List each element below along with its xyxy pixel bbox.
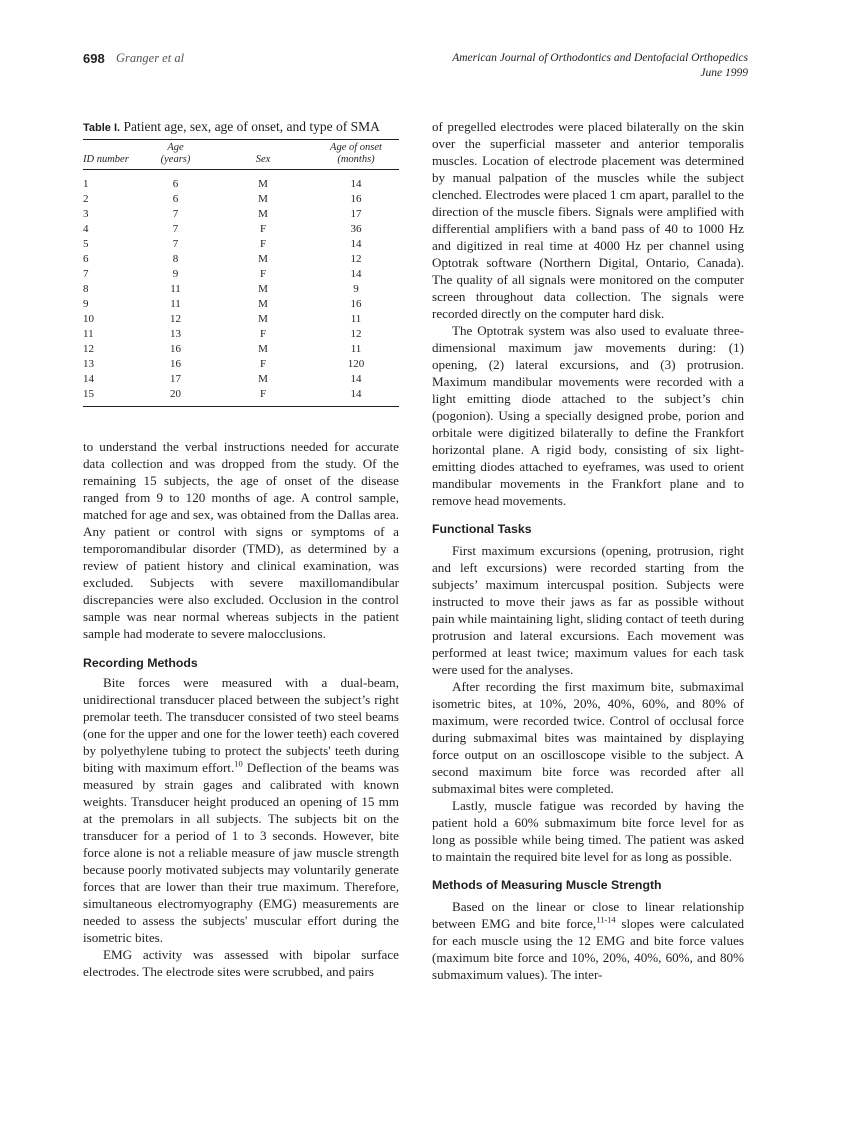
table-row [83, 342, 399, 357]
cell-onset: 14 [350, 238, 362, 250]
cell-age: 16 [170, 358, 181, 370]
running-header [83, 50, 748, 84]
cell-id: 5 [83, 238, 89, 250]
paragraph-submaximal: After recording the first maximum bite, submaximal isometric bites, at 10%, 20%, 40%, 60%, and 80% of maximum, were recorded twice. Control of occlusal force during submaximal bites was maintained by displaying force output on an oscilloscope visible to the subject. A second maximum bite force was recorded after all submaximal bites were completed. [432, 679, 744, 796]
page-number: 698 [83, 51, 105, 66]
paragraph-bite-forces: Bite forces were measured with a dual-beam, unidirectional transducer placed between the subject’s right premolar teeth. The transducer consisted of two steel beams (one for the upper and one for the lower teeth) each covered by polyethylene tubing to protect the subjects' teeth during biting with maximum effort.$^{10}$ Deflection of the beams was measured by strain gages and calibrated with known weights. Transducer height produced an opening of 15 mm at the premolars in all subjects. The subjects bit on the transducer for a period of 1 to 3 seconds. However, bite force alone is not a reliable measure of jaw muscle strength because poorly motivated subjects may voluntarily generate forces that are lower than their true maximum. Therefore, simultaneous electromyography (EMG) measurements are needed to assess the subjects' muscular effort during the isometric bites. [83, 675, 400, 945]
cell-sex: M [258, 193, 268, 205]
cell-age: 7 [172, 238, 179, 250]
cell-sex: F [259, 328, 267, 340]
cell-age: 11 [170, 283, 181, 295]
cell-sex: F [259, 223, 267, 235]
cell-sex: M [258, 283, 268, 295]
cell-sex: M [258, 208, 268, 220]
table-label: Table I. [83, 122, 121, 134]
cell-sex: F [259, 238, 267, 250]
cell-id: 14 [83, 373, 94, 385]
cell-onset: 11 [350, 343, 362, 355]
cell-id: 2 [83, 193, 89, 205]
cell-id: 11 [83, 328, 94, 340]
table-bottom-rule [83, 406, 399, 407]
journal-name: American Journal of Orthodontics and Dentofacial Orthopedics [452, 52, 748, 64]
running-author: Granger et al [116, 51, 185, 65]
col-onset-header: Age of onset (months) [330, 142, 382, 165]
cell-sex: M [258, 298, 268, 310]
table-row [83, 237, 399, 252]
cell-id: 8 [83, 283, 89, 295]
cell-sex: F [259, 358, 267, 370]
table-row [83, 372, 399, 387]
citation-ref: 11-14 [596, 914, 616, 925]
cell-onset: 9 [353, 283, 359, 295]
cell-id: 6 [83, 253, 89, 265]
col-sex-header: Sex [255, 154, 271, 165]
paragraph-electrodes: of pregelled electrodes were placed bilaterally on the skin over the superficial masseter and anterior temporalis muscles. Location of electrode placement was determined by manual palpation of the muscles while the subject clenched. Electrodes were placed 1 cm apart, parallel to the direction of the muscle fibers. Signals were amplified with differential amplifiers with a band pass of 40 to 1000 Hz and digitized in real time at 4000 Hz per channel using Optotrak software (Northern Digital, Ontario, Canada). The quality of all signals were monitored on the computer screen throughout data collection. The signals were recorded directly on the computer hard disk. [432, 119, 744, 321]
table-row [83, 222, 399, 237]
table-row [83, 297, 399, 312]
heading-functional-tasks: Functional Tasks [432, 522, 532, 536]
table-caption [83, 119, 399, 135]
table-row [83, 387, 399, 402]
table-row [83, 192, 399, 207]
cell-sex: M [258, 343, 268, 355]
table-row [83, 357, 399, 372]
cell-age: 7 [172, 223, 179, 235]
col-age-header: Age (years) [160, 142, 191, 165]
table-row [83, 282, 399, 297]
cell-id: 4 [83, 223, 89, 235]
cell-sex: M [258, 313, 268, 325]
cell-sex: M [258, 373, 268, 385]
right-column [432, 118, 744, 983]
cell-sex: F [259, 388, 267, 400]
cell-id: 9 [83, 298, 89, 310]
cell-age: 20 [170, 388, 181, 400]
paragraph-emg: EMG activity was assessed with bipolar surface electrodes. The electrode sites were scrubbed, and pairs [83, 947, 399, 979]
paragraph-fatigue: Lastly, muscle fatigue was recorded by having the patient hold a 60% submaximum bite force level for as long as possible while being timed. The patient was asked to maintain the required bite level for as long as possible. [432, 798, 744, 864]
cell-onset: 17 [350, 208, 362, 220]
table-row [83, 252, 399, 267]
cell-age: 7 [172, 208, 179, 220]
table-row [83, 170, 399, 192]
paragraph-subjects: to understand the verbal instructions needed for accurate data collection and was dropped from the study. Of the remaining 15 subjects, the age of onset of the disease ranged from 9 to 120 months of age. A control sample, matched for age and sex, was obtained from the Dallas area. Any patient or control with signs or symptoms of a temporomandibular disorder (TMD), as determined by a review of patient history and clinical examination, was excluded. Subjects with severe maxillomandibular discrepancies were also excluded. Occlusion in the control sample was near normal whereas subjects in the patient sample had moderate to severe malocclusions. [83, 439, 399, 641]
patient-table [83, 140, 399, 402]
left-column [83, 438, 399, 980]
table-body [83, 170, 399, 402]
table-1 [83, 119, 399, 407]
table-row [83, 207, 399, 222]
journal-date: June 1999 [700, 67, 748, 79]
cell-age: 17 [170, 373, 181, 385]
cell-onset: 14 [350, 178, 362, 190]
journal-title [452, 51, 748, 81]
cell-onset: 12 [350, 328, 362, 340]
cell-age: 16 [170, 343, 181, 355]
cell-onset: 120 [347, 358, 365, 370]
cell-id: 3 [83, 208, 89, 220]
table-header-row [83, 140, 399, 170]
cell-onset: 14 [350, 373, 362, 385]
col-id-header: ID number [83, 154, 129, 165]
cell-onset: 14 [350, 388, 362, 400]
cell-age: 8 [172, 253, 179, 265]
cell-id: 7 [83, 268, 89, 280]
cell-onset: 12 [350, 253, 362, 265]
table-caption-text: Patient age, sex, age of onset, and type of SMA [123, 119, 380, 134]
citation-ref: 10 [234, 758, 243, 769]
cell-sex: F [259, 268, 267, 280]
cell-onset: 16 [350, 298, 362, 310]
paragraph-optotrak: The Optotrak system was also used to evaluate three-dimensional maximum jaw movements during: (1) opening, (2) lateral excursions, and (3) protrusion. Maximum mandibular movements were recorded with a light emitting diode attached to the subject’s chin (pogonion). Using a specially designed probe, porion and orbitale were digitized bilaterally to define the Frankfort horizontal plane. A rigid body, consisting of six light-emitting diodes attached to eyeframes, was used to orient mandibular movements in the Frankfort plane and to remove head movements. [432, 323, 744, 508]
cell-id: 12 [83, 343, 94, 355]
table-row [83, 267, 399, 282]
table-row [83, 327, 399, 342]
cell-onset: 16 [350, 193, 362, 205]
cell-onset: 36 [350, 223, 362, 235]
heading-recording-methods: Recording Methods [83, 656, 198, 670]
cell-id: 13 [83, 358, 94, 370]
cell-id: 15 [83, 388, 94, 400]
cell-onset: 11 [350, 313, 362, 325]
cell-onset: 14 [350, 268, 362, 280]
cell-age: 12 [170, 313, 181, 325]
table-row [83, 312, 399, 327]
paragraph-slopes: Based on the linear or close to linear relationship between EMG and bite force,$^{11-14}$ slopes were calculated for each muscle using the 12 EMG and bite force values (maximum bite force and 10%, 20%, 40%, 60%, and 80% submaximum values). The inter- [432, 899, 744, 982]
cell-age: 13 [170, 328, 181, 340]
cell-id: 1 [83, 178, 89, 190]
paragraph-excursions: First maximum excursions (opening, protrusion, right and left excursions) were recorded starting from the subjects’ maximum intercuspal position. Subjects were instructed to move their jaws as far as possible without pain while maintaining light, sliding contact of teeth during protrusion and lateral excursions. Each movement was performed at least twice; maximum values for each task were used for the analyses. [432, 543, 744, 677]
cell-age: 9 [172, 268, 179, 280]
cell-sex: M [258, 178, 268, 190]
cell-age: 6 [172, 193, 179, 205]
heading-methods-strength: Methods of Measuring Muscle Strength [432, 878, 662, 892]
cell-age: 6 [172, 178, 179, 190]
cell-sex: M [258, 253, 268, 265]
cell-age: 11 [170, 298, 181, 310]
cell-id: 10 [83, 313, 94, 325]
